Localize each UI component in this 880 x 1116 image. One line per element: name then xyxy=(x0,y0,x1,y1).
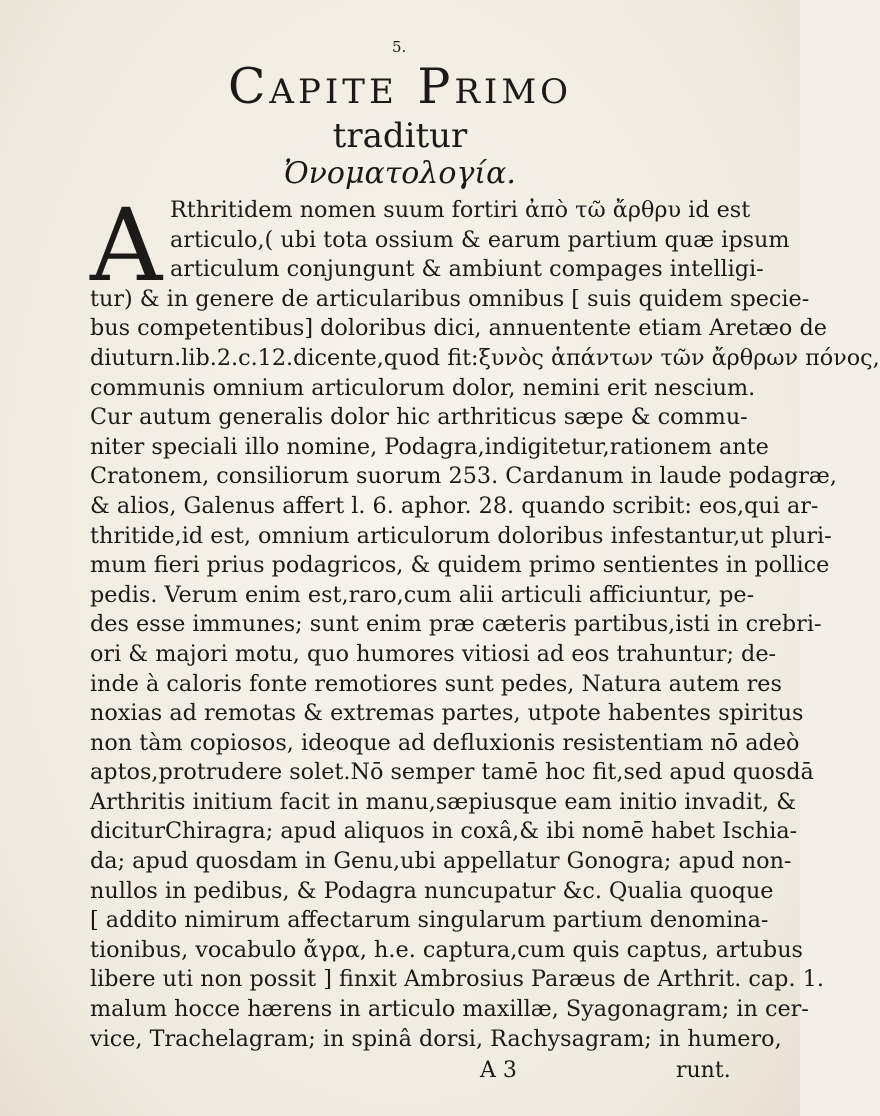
text-line: des esse immunes; sunt enim præ cæteris partibus,isti in crebri- xyxy=(90,611,822,638)
text-line: tionibus, vocabulo ἄγρα, h.e. captura,cum quis captus, artubus xyxy=(90,936,803,963)
text-line: malum hocce hærens in articulo maxillæ, Syagonagram; in cer- xyxy=(90,996,809,1023)
text-line: thritide,id est, omnium articulorum doloribus infestantur,ut pluri- xyxy=(90,522,832,549)
chapter-heading: Capite Primo xyxy=(227,58,573,115)
text-line: articulo,( ubi tota ossium & earum partium quæ ipsum xyxy=(170,226,790,253)
text-line: Rthritidem nomen suum fortiri ἀπὸ τῶ ἄρθρυ id est xyxy=(170,197,751,223)
text-line: ori & majori motu, quo humores vitiosi ad eos trahuntur; de- xyxy=(90,640,777,667)
text-line: noxias ad remotas & extremas partes, utpote habentes spiritus xyxy=(90,700,804,727)
text-line: aptos,protrudere solet.Nō semper tamē hoc fit,sed apud quosdā xyxy=(90,759,814,786)
text-line: pedis. Verum enim est,raro,cum alii articuli afficiuntur, pe- xyxy=(90,581,755,608)
drop-cap-initial: A xyxy=(90,187,163,304)
text-line: articulum conjungunt & ambiunt compages intelligi- xyxy=(170,256,764,283)
text-line: inde à caloris fonte remotiores sunt pedes, Natura autem res xyxy=(90,670,782,697)
text-line: nullos in pedibus, & Podagra nuncupatur &c. Qualia quoque xyxy=(90,877,774,904)
text-line: libere uti non possit ] finxit Ambrosius Paræus de Arthrit. cap. 1. xyxy=(90,966,824,993)
signature-mark: A 3 xyxy=(480,1058,517,1083)
text-line: da; apud quosdam in Genu,ubi appellatur Gonogra; apud non- xyxy=(90,848,792,875)
text-line: & alios, Galenus affert l. 6. aphor. 28. quando scribit: eos,qui ar- xyxy=(90,492,819,519)
section-subheading: traditur xyxy=(332,116,468,156)
text-line: diuturn.lib.2.c.12.dicente,quod fit:ξυνὸς ἁπάντων τῶν ἄρθρων πόνος, xyxy=(90,344,880,371)
text-line: tur) & in genere de articularibus omnibus [ suis quidem specie- xyxy=(90,285,810,312)
body-text xyxy=(90,187,880,1054)
text-line: communis omnium articulorum dolor, nemini erit nescium. xyxy=(90,374,756,401)
text-line: mum fieri prius podagricos, & quidem primo sentientes in pollice xyxy=(90,552,830,579)
catchword: runt. xyxy=(676,1058,731,1083)
greek-title: Ὀνοματολογία. xyxy=(284,156,516,191)
text-line: bus competentibus] doloribus dici, annuentente etiam Aretæo de xyxy=(90,315,827,342)
text-line: Cratonem, consiliorum suorum 253. Cardanum in laude podagræ, xyxy=(90,463,837,490)
text-line: diciturChiragra; apud aliquos in coxâ,& ibi nomē habet Ischia- xyxy=(90,818,798,845)
text-line: [ addito nimirum affectarum singularum partium denomina- xyxy=(90,907,769,934)
text-line: Cur autum generalis dolor hic arthriticus sæpe & commu- xyxy=(90,404,748,431)
text-line: vice, Trachelagram; in spinâ dorsi, Rachysagram; in humero, xyxy=(90,1025,782,1052)
text-line: niter speciali illo nomine, Podagra,indigitetur,rationem ante xyxy=(90,433,769,460)
text-line: non tàm copiosos, ideoque ad defluxionis resistentiam nō adeò xyxy=(90,729,800,756)
text-line: Arthritis initium facit in manu,sæpiusque eam initio invadit, & xyxy=(90,788,797,815)
page-number: 5. xyxy=(392,38,407,56)
